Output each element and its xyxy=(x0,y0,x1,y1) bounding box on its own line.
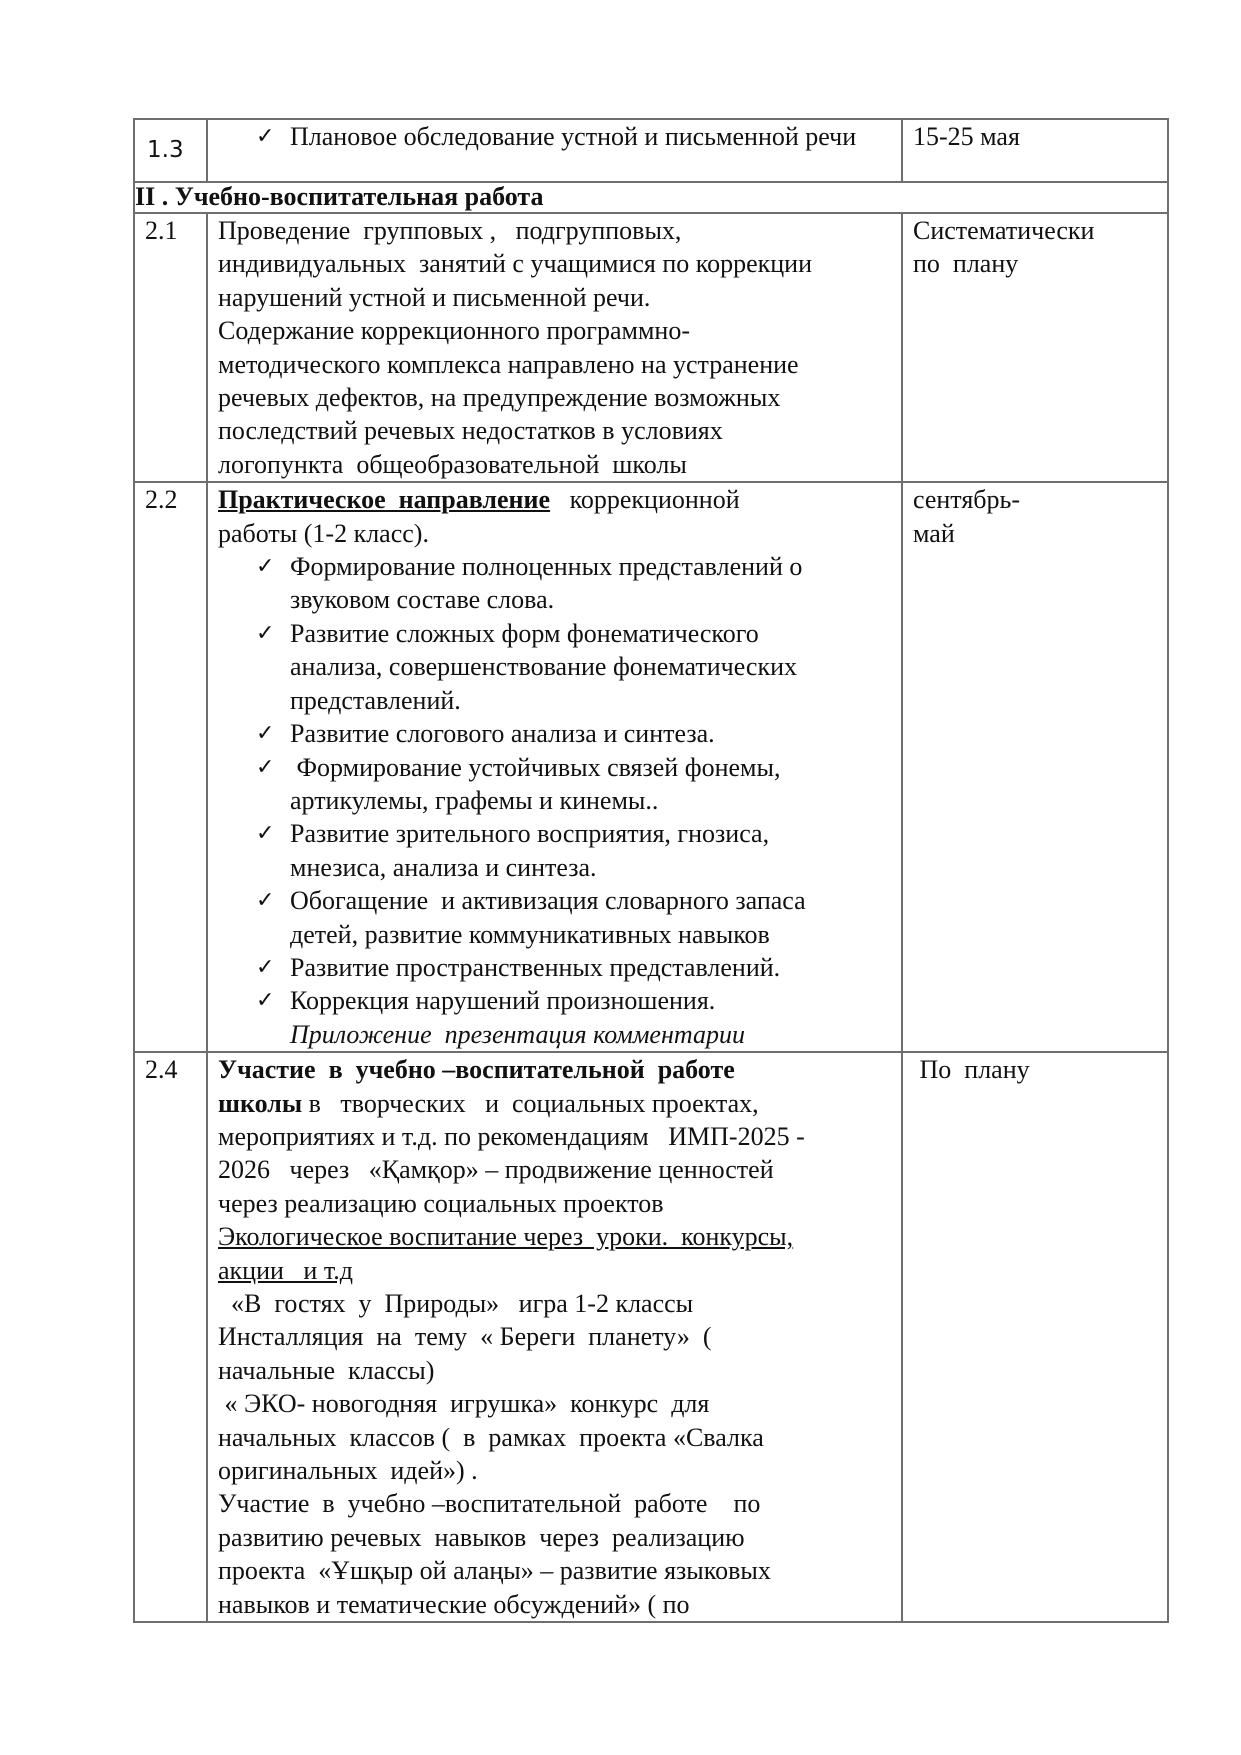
list-item xyxy=(256,751,895,818)
text-line: 2026 через «Қамқор» – продвижение ценностей xyxy=(218,1155,774,1185)
text-line: Проведение групповых , подгрупповых, xyxy=(218,216,682,245)
row-number: 1.3 xyxy=(134,119,207,182)
bold-heading-word: школы xyxy=(218,1088,303,1118)
row-number: 2.1 xyxy=(134,213,207,482)
text-line: нарушений устной и письменной речи. xyxy=(218,282,651,312)
row-number: 2.2 xyxy=(134,482,207,1052)
list-item-line: звуковом составе слова. xyxy=(290,585,555,615)
text-line: Инсталляция на тему « Береги планету» ( xyxy=(218,1322,712,1352)
section-header-row xyxy=(134,182,1168,213)
text-line: оригинальных идей») . xyxy=(218,1456,478,1486)
underlined-text: акции и т.д xyxy=(218,1255,353,1285)
row-timing xyxy=(902,482,1168,1052)
table-row-2-4 xyxy=(134,1052,1168,1622)
text-line: Содержание коррекционного программно- xyxy=(218,316,690,346)
list-item-line: Формирование устойчивых связей фонемы, xyxy=(290,752,781,782)
text-line: через реализацию социальных проектов xyxy=(218,1188,664,1218)
text-line: методического комплекса направлено на устранение xyxy=(218,349,799,379)
heading-line-2: работы (1-2 класс). xyxy=(218,518,429,548)
text-line: начальные классы) xyxy=(218,1355,435,1385)
text-line: логопункта общеобразовательной школы xyxy=(218,449,687,479)
bold-heading-line: Участие в учебно –воспитательной работе xyxy=(218,1055,735,1085)
timing-line: май xyxy=(913,518,955,548)
text-line xyxy=(218,1087,895,1120)
list-item xyxy=(256,550,895,617)
heading-underlined: Практическое направление xyxy=(218,485,551,515)
timing-line: сентябрь- xyxy=(913,485,1021,515)
checkmark-icon: ✓ xyxy=(256,124,275,149)
text-line: индивидуальных занятий с учащимися по коррекции xyxy=(218,249,813,279)
table-row-1-3 xyxy=(134,119,1168,182)
row-content xyxy=(207,482,902,1052)
row-timing xyxy=(902,213,1168,482)
checkmark-icon: ✓ xyxy=(256,620,275,646)
row-content xyxy=(207,1052,902,1622)
checkmark-icon: ✓ xyxy=(256,888,275,914)
work-plan-table xyxy=(133,118,1169,1623)
list-item xyxy=(256,984,895,1051)
list-item xyxy=(256,884,895,951)
text-line: последствий речевых недостатков в условиях xyxy=(218,416,723,446)
timing-line: Систематически xyxy=(913,216,1095,245)
list-item-line: представлений. xyxy=(290,685,461,715)
heading-rest: коррекционной xyxy=(550,485,740,515)
list-item-line: Развитие слогового анализа и синтеза. xyxy=(290,719,715,749)
text-line: проекта «Ұшқыр ой алаңы» – развитие языковых xyxy=(218,1556,771,1586)
underlined-line-wrap xyxy=(218,1254,895,1287)
list-item-line: детей, развитие коммуникативных навыков xyxy=(290,919,770,949)
list-item-line: мнезиса, анализа и синтеза. xyxy=(290,852,597,882)
list-item-line: Развитие зрительного восприятия, гнозиса, xyxy=(290,819,770,849)
row-number: 2.4 xyxy=(134,1052,207,1622)
checkmark-icon: ✓ xyxy=(256,754,275,780)
row-timing: 15-25 мая xyxy=(902,119,1168,182)
row-content xyxy=(207,119,902,182)
list-item-line: анализа, совершенствование фонематических xyxy=(290,652,798,682)
text-line: навыков и тематические обсуждений» ( по xyxy=(218,1589,690,1619)
text-line: развитию речевых навыков через реализацию xyxy=(218,1522,745,1552)
row-timing: По плану xyxy=(902,1052,1168,1622)
list-item xyxy=(256,617,895,717)
list-item-line: Коррекция нарушений произношения. xyxy=(290,986,716,1016)
text-line: Участие в учебно –воспитательной работе по xyxy=(218,1489,761,1519)
checkmark-icon: ✓ xyxy=(256,821,275,847)
list-item xyxy=(256,951,895,984)
table-row-2-1 xyxy=(134,213,1168,482)
list-item xyxy=(256,717,895,750)
section-title: II . Учебно-воспитательная работа xyxy=(134,182,1168,213)
text-line: « ЭКО- новогодняя игрушка» конкурс для xyxy=(218,1389,710,1419)
list-item-line: Развитие пространственных представлений. xyxy=(290,952,781,982)
row-content xyxy=(207,213,902,482)
check-list xyxy=(218,550,895,1051)
check-list xyxy=(218,120,895,153)
list-item-line: Обогащение и активизация словарного запаса xyxy=(290,886,806,916)
text-rest: в творческих и социальных проектах, xyxy=(302,1088,759,1118)
checkmark-icon: ✓ xyxy=(256,554,275,580)
checkmark-icon: ✓ xyxy=(256,721,275,747)
list-item xyxy=(256,817,895,884)
list-item-text: Плановое обследование устной и письменной речи xyxy=(290,122,857,151)
list-item xyxy=(256,120,895,153)
underlined-line: Экологическое воспитание через уроки. конкурсы, xyxy=(218,1222,794,1252)
text-line: «В гостях у Природы» игра 1-2 классы xyxy=(218,1289,694,1318)
text-line: мероприятиях и т.д. по рекомендациям ИМП-2025 - xyxy=(218,1121,805,1151)
timing-line: по плану xyxy=(913,249,1019,279)
heading-line xyxy=(218,483,895,516)
checkmark-icon: ✓ xyxy=(256,954,275,980)
checkmark-icon: ✓ xyxy=(256,988,275,1014)
attachment-note: Приложение презентация комментарии xyxy=(290,1019,745,1049)
text-line: речевых дефектов, на предупреждение возможных xyxy=(218,383,781,413)
text-line: начальных классов ( в рамках проекта «Свалка xyxy=(218,1422,764,1452)
list-item-line: Развитие сложных форм фонематического xyxy=(290,618,759,648)
list-item-line: артикулемы, графемы и кинемы.. xyxy=(290,785,659,815)
list-item-line: Формирование полноценных представлений о xyxy=(290,552,803,582)
table-row-2-2 xyxy=(134,482,1168,1052)
